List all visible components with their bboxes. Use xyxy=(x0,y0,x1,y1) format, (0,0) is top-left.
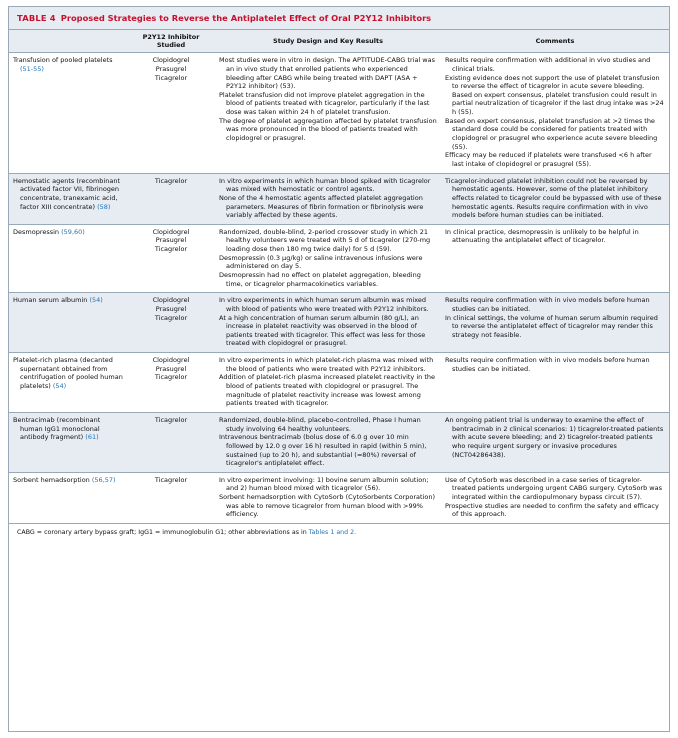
footnote-ref-link[interactable]: Tables 1 and 2. xyxy=(308,529,357,536)
strategy-label: Platelet-rich plasma (decanted supernatant obtained from centrifugation of pooled human platelets) xyxy=(13,356,123,391)
reference-link[interactable]: (54) xyxy=(52,382,67,391)
design-paragraph: Desmopressin had no effect on platelet aggregation, bleeding time, or ticagrelor pharmacokinetics variables. xyxy=(219,270,421,288)
comment-paragraph: An ongoing patient trial is underway to examine the effect of bentracimab in 2 clinical scenarios: 1) ticagrelor-treated patients with acute severe bleeding; and 2) ticagrelor-treated patients who require urgent surgery or invasive procedures (NCT04286438). xyxy=(445,415,664,459)
strategy-name xyxy=(13,476,123,485)
inhibitor-name: Clopidogrel xyxy=(152,227,190,236)
header-strategy xyxy=(9,30,127,53)
design-paragraph: In vitro experiments in which human blood spiked with ticagrelor was mixed with hemostatic or control agents. xyxy=(219,176,431,194)
strategy-name xyxy=(13,416,123,442)
table-footnote xyxy=(9,523,669,541)
inhibitor-name: Ticagrelor xyxy=(154,415,188,424)
design-cell xyxy=(215,173,441,224)
comment-paragraph: Prospective studies are needed to confirm the safety and efficacy of this approach. xyxy=(445,501,659,519)
inhibitor-cell xyxy=(127,293,215,353)
strategy-label: Transfusion of pooled platelets xyxy=(13,56,113,65)
inhibitor-cell xyxy=(127,173,215,224)
design-paragraph: Most studies were in vitro in design. The APTITUDE-CABG trial was an in vivo study that enrolled patients who experienced bleeding after CABG while being treated with DAPT (ASA + P2Y12 inhibitor) (53). xyxy=(219,56,435,91)
comment-paragraph: Results require confirmation with additional in vivo studies and clinical trials. xyxy=(445,56,651,73)
design-cell xyxy=(215,224,441,292)
design-paragraph: In vitro experiments in which human serum albumin was mixed with blood of patients who were treated with P2Y12 inhibitors. xyxy=(219,296,429,313)
comments-cell xyxy=(441,224,669,292)
strategy-label: Desmopressin xyxy=(13,227,60,236)
comment-paragraph: Ticagrelor-induced platelet inhibition could not be reversed by hemostatic agents. However, some of the platelet inhibitory effects related to ticagrelor could be bypassed with use of these hemostatic agents. Results require confirmation with in vivo models before human studies can be initiated. xyxy=(445,176,662,220)
strategy-cell xyxy=(9,293,127,353)
comments-cell xyxy=(441,353,669,413)
strategy-name xyxy=(13,296,123,305)
strategy-label: Sorbent hemadsorption xyxy=(13,475,90,484)
design-paragraph: Sorbent hemadsorption with CytoSorb (CytoSorbents Corporation) was able to remove ticagrelor from human blood with >99% efficiency. xyxy=(219,493,436,519)
design-paragraph: In vitro experiments in which platelet-rich plasma was mixed with the blood of patients who were treated with P2Y12 inhibitors. xyxy=(219,356,434,373)
design-paragraph: Desmopressin (0.3 µg/kg) or saline intravenous infusions were administered on day 5. xyxy=(219,253,423,271)
strategy-name xyxy=(13,56,123,73)
table-title: Proposed Strategies to Reverse the Antiplatelet Effect of Oral P2Y12 Inhibitors xyxy=(60,13,432,23)
inhibitor-cell xyxy=(127,224,215,292)
table-row xyxy=(9,173,669,224)
table-row xyxy=(9,412,669,472)
table-row xyxy=(9,224,669,292)
inhibitor-name: Ticagrelor xyxy=(154,373,188,382)
inhibitor-name: Prasugrel xyxy=(155,364,187,373)
design-cell xyxy=(215,53,441,173)
header-comments: Comments xyxy=(441,30,669,53)
inhibitor-cell xyxy=(127,472,215,523)
design-paragraph: Randomized, double-blind, 2-period crossover study in which 21 healthy volunteers were treated with 5 d of ticagrelor (270-mg loading dose then 180 mg twice daily) for 5 d (59). xyxy=(219,227,431,254)
design-cell xyxy=(215,412,441,472)
inhibitor-name: Prasugrel xyxy=(155,304,187,313)
strategy-label: Human serum albumin xyxy=(13,296,88,305)
design-paragraph: At a high concentration of human serum albumin (80 g/L), an increase in platelet reactivity was observed in the blood of patients treated with ticagrelor. This effect was less for those treated with clopidogrel or prasugrel. xyxy=(219,313,426,348)
comments-cell xyxy=(441,293,669,353)
strategy-name xyxy=(13,228,123,237)
design-cell xyxy=(215,472,441,523)
comments-cell xyxy=(441,412,669,472)
design-paragraph: In vitro experiment involving: 1) bovine serum albumin solution; and 2) human blood mixed with ticagrelor (56). xyxy=(219,475,429,493)
inhibitor-name: Ticagrelor xyxy=(154,176,188,185)
strategy-cell xyxy=(9,224,127,292)
strategy-name xyxy=(13,177,123,212)
table-body xyxy=(9,53,669,523)
inhibitor-name: Prasugrel xyxy=(155,236,187,245)
inhibitor-name: Ticagrelor xyxy=(154,245,188,254)
reference-link[interactable]: (54) xyxy=(89,296,103,305)
strategy-cell xyxy=(9,173,127,224)
footnote-text: CABG = coronary artery bypass graft; IgG1 = immunoglobulin G1; other abbreviations as in xyxy=(17,529,307,536)
strategies-table xyxy=(9,29,669,523)
header-row xyxy=(9,30,669,53)
reference-link[interactable]: (56,57) xyxy=(91,475,116,484)
reference-link[interactable]: (61) xyxy=(85,433,99,442)
inhibitor-cell xyxy=(127,412,215,472)
reference-link[interactable]: (51-55) xyxy=(20,64,44,73)
reference-link[interactable]: (58) xyxy=(97,202,111,211)
strategy-name xyxy=(13,356,123,391)
strategy-label: Hemostatic agents (recombinant activated factor VII, fibrinogen concentrate, tranexamic acid, factor XIII concentrate) xyxy=(13,176,120,211)
table-row xyxy=(9,293,669,353)
design-paragraph: The degree of platelet aggregation affected by platelet transfusion was more pronounced in the blood of patients treated with clopidogrel or prasugrel. xyxy=(219,116,437,143)
header-design: Study Design and Key Results xyxy=(215,30,441,53)
comment-paragraph: In clinical settings, the volume of human serum albumin required to reverse the antiplatelet effect of ticagrelor may render this strategy not feasible. xyxy=(445,313,658,339)
inhibitor-name: Clopidogrel xyxy=(152,296,190,305)
strategy-cell xyxy=(9,472,127,523)
inhibitor-name: Clopidogrel xyxy=(152,56,190,65)
comment-paragraph: In clinical practice, desmopressin is unlikely to be helpful in attenuating the antiplatelet effect of ticagrelor. xyxy=(445,227,639,245)
strategy-cell xyxy=(9,412,127,472)
header-inhibitor: P2Y12 Inhibitor Studied xyxy=(127,30,215,53)
strategy-label: Bentracimab (recombinant human IgG1 monoclonal antibody fragment) xyxy=(13,415,101,442)
comment-paragraph: Results require confirmation with in vivo models before human studies can be initiated. xyxy=(445,296,650,313)
table-row xyxy=(9,472,669,523)
inhibitor-name: Ticagrelor xyxy=(154,313,188,322)
table-frame xyxy=(8,6,670,732)
table-row xyxy=(9,353,669,413)
comment-paragraph: Efficacy may be reduced if platelets were transfused <6 h after last intake of clopidogrel or prasugrel (55). xyxy=(445,151,652,168)
inhibitor-name: Clopidogrel xyxy=(152,356,190,365)
design-paragraph: Intravenous bentracimab (bolus dose of 6.0 g over 10 min followed by 12.0 g over 16 h) resulted in rapid (within 5 min), sustained (up to 20 h), and substantial (≈80%) reversal of ticagrelor's antiplatelet effect. xyxy=(219,433,427,468)
inhibitor-cell xyxy=(127,53,215,173)
comment-paragraph: Based on expert consensus, platelet transfusion at >2 times the standard dose could be considered for patients treated with clopidogrel or prasugrel who experience acute severe bleeding (55). xyxy=(445,116,658,151)
design-cell xyxy=(215,293,441,353)
strategy-cell xyxy=(9,53,127,173)
comments-cell xyxy=(441,53,669,173)
design-paragraph: None of the 4 hemostatic agents affected platelet aggregation parameters. Measures of fibrin formation or fibrinolysis were variably affected by these agents. xyxy=(219,193,424,220)
comment-paragraph: Use of CytoSorb was described in a case series of ticagrelor-treated patients undergoing urgent CABG surgery. CytoSorb was integrated within the cardiopulmonary bypass circuit (57). xyxy=(445,475,662,502)
table-caption xyxy=(9,7,669,29)
reference-link[interactable]: (59,60) xyxy=(61,227,85,236)
table-row xyxy=(9,53,669,173)
comments-cell xyxy=(441,472,669,523)
inhibitor-name: Prasugrel xyxy=(155,64,187,73)
inhibitor-name: Ticagrelor xyxy=(154,73,188,82)
table-label: TABLE 4 xyxy=(17,13,56,23)
inhibitor-cell xyxy=(127,353,215,413)
design-paragraph: Platelet transfusion did not improve platelet aggregation in the blood of patients treated with ticagrelor, particularly if the last dose was taken within 24 h of platelet transfusion. xyxy=(219,90,430,117)
design-paragraph: Addition of platelet-rich plasma increased platelet reactivity in the blood of patients treated with clopidogrel or prasugrel. The magnitude of platelet reactivity increase was lowest among patients treated with ticagrelor. xyxy=(219,373,436,408)
design-cell xyxy=(215,353,441,413)
design-paragraph: Randomized, double-blind, placebo-controlled, Phase I human study involving 64 healthy volunteers. xyxy=(219,415,421,433)
inhibitor-name: Ticagrelor xyxy=(154,475,188,484)
comment-paragraph: Results require confirmation with in vivo models before human studies can be initiated. xyxy=(445,356,650,373)
strategy-cell xyxy=(9,353,127,413)
comment-paragraph: Existing evidence does not support the use of platelet transfusion to reverse the effect of ticagrelor in acute severe bleeding. Based on expert consensus, platelet transfusion could result in partial neutralization of ticagrelor if the last drug intake was >24 h (55). xyxy=(445,73,664,117)
comments-cell xyxy=(441,173,669,224)
